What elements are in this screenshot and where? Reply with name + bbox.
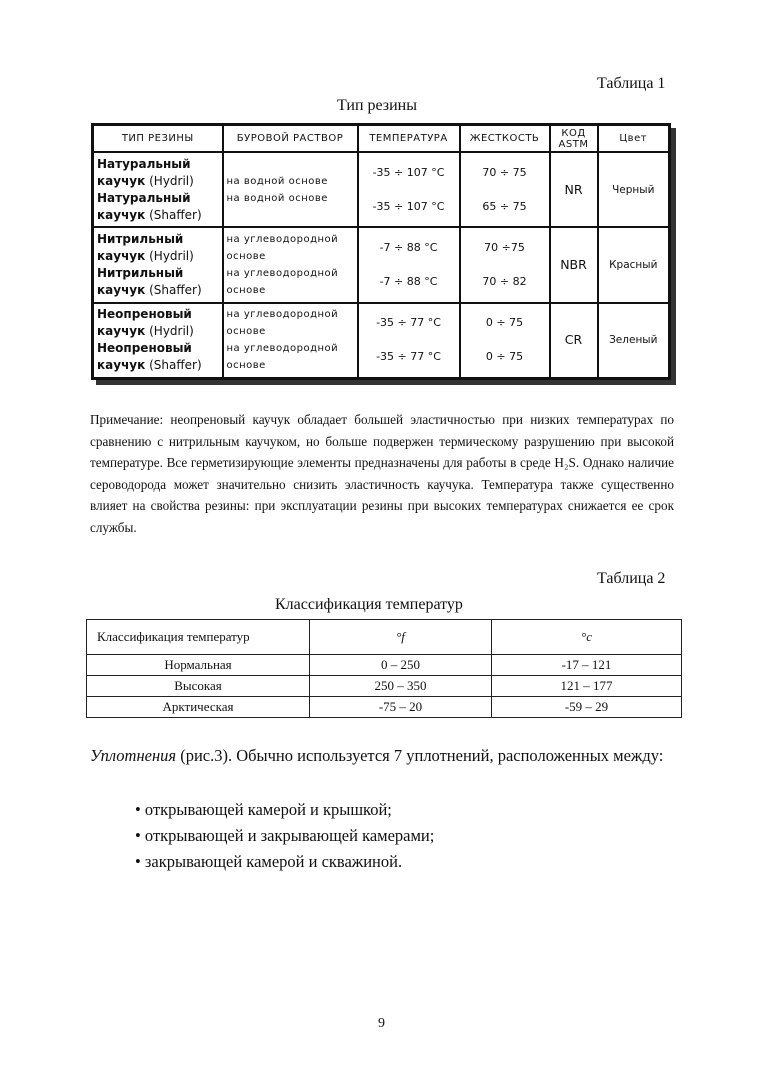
table2-label: Таблица 2: [597, 570, 666, 587]
table2-cell: -75 – 20: [310, 697, 492, 718]
bullet-list: [135, 797, 434, 875]
note-paragraph: Примечание: неопреновый каучук обладает большей эластичностью при низких температурах по сравнению с нитрильным каучуком, но больше подвержен термическому разрушению при высокой температуре. Все герметизирующие элементы предназначены для работы в среде H₂S. Однако наличие сероводорода может значительно снизить эластичность каучука. Температура также существенно влияет на свойства резины: при эксплуатации резины при высоких температурах снижается ее срок службы.: [90, 412, 674, 535]
table2-cell: 250 – 350: [310, 676, 492, 697]
hardness-range: 70 ÷ 75: [482, 165, 527, 179]
table2-cell: Арктическая: [87, 697, 310, 718]
hardness-range: 70 ÷75: [484, 241, 525, 255]
table2-cell: Нормальная: [87, 655, 310, 676]
table2-row: [87, 655, 682, 676]
table1-title: Тип резины: [337, 97, 417, 114]
table1-header-cell: ТИП РЕЗИНЫ: [93, 125, 223, 153]
table1-header-row: [93, 125, 670, 153]
seals-text: (рис.3). Обычно используется 7 уплотнений, расположенных между:: [176, 746, 664, 765]
hardness-range: 65 ÷ 75: [482, 199, 527, 213]
seals-paragraph: [90, 743, 674, 769]
table2-row: [87, 697, 682, 718]
bullet-item: • закрывающей камерой и скважиной.: [135, 852, 403, 871]
rubber-type-table: [91, 123, 671, 380]
table1-header-cell: ЖЕСТКОСТЬ: [460, 125, 550, 153]
bullet-text: открывающей камерой и крышкой;: [144, 800, 392, 819]
temperature-range: -35 ÷ 77 °C: [376, 316, 441, 330]
table2-cell: -17 – 121: [492, 655, 682, 676]
table1-row: [93, 227, 670, 302]
temperature-range: -35 ÷ 107 °C: [372, 199, 445, 213]
table2-cell: 0 – 250: [310, 655, 492, 676]
bullet-item: • открывающей камерой и крышкой;: [135, 800, 392, 819]
temperature-range: -7 ÷ 88 °C: [379, 275, 438, 289]
rubber-name: Неопреновый каучук (Shaffer): [97, 341, 202, 373]
table2-header-cell: °f: [310, 620, 492, 655]
rubber-color: Зеленый: [598, 303, 670, 379]
table1-label: Таблица 1: [597, 75, 666, 92]
table2-header-cell: °c: [492, 620, 682, 655]
table2-title: Классификация температур: [275, 596, 463, 613]
mud-type: на углеводородной основе: [226, 343, 339, 372]
bullet-text: закрывающей камерой и скважиной.: [144, 852, 403, 871]
hardness-range: 0 ÷ 75: [485, 316, 524, 330]
hardness-range: 0 ÷ 75: [485, 350, 524, 364]
temperature-classification-table: [86, 619, 682, 718]
rubber-name: Неопреновый каучук (Hydril): [97, 307, 194, 339]
hardness-range: 70 ÷ 82: [482, 275, 527, 289]
table1-header-cell: ТЕМПЕРАТУРА: [358, 125, 460, 153]
mud-type: на углеводородной основе: [226, 234, 339, 263]
temperature-range: -7 ÷ 88 °C: [379, 241, 438, 255]
rubber-name: Нитрильный каучук (Hydril): [97, 232, 194, 264]
table1-header-cell: КОД ASTM: [550, 125, 598, 153]
table2-cell: Высокая: [87, 676, 310, 697]
table2-cell: -59 – 29: [492, 697, 682, 718]
table2-header-cell: Классификация температур: [87, 620, 310, 655]
rubber-name: Натуральный каучук (Shaffer): [97, 190, 202, 222]
temperature-range: -35 ÷ 77 °C: [376, 350, 441, 364]
seals-term: Уплотнения: [90, 746, 177, 765]
rubber-color: Красный: [598, 227, 670, 302]
rubber-name: Нитрильный каучук (Shaffer): [97, 266, 202, 298]
rubber-name: Натуральный каучук (Hydril): [97, 156, 194, 188]
table2-row: [87, 676, 682, 697]
table1-row: [93, 303, 670, 379]
astm-code: NR: [550, 152, 598, 227]
page-number: 9: [378, 1016, 385, 1031]
astm-code: NBR: [550, 227, 598, 302]
table1-row: [93, 152, 670, 227]
rubber-color: Черный: [598, 152, 670, 227]
mud-type: на углеводородной основе: [226, 268, 339, 297]
astm-code: CR: [550, 303, 598, 379]
table2-header-row: [87, 620, 682, 655]
bullet-text: открывающей и закрывающей камерами;: [144, 826, 435, 845]
mud-type: на водной основе: [226, 192, 328, 204]
table1-header-cell: БУРОВОЙ РАСТВОР: [223, 125, 358, 153]
bullet-item: • открывающей и закрывающей камерами;: [135, 826, 435, 845]
mud-type: на углеводородной основе: [226, 309, 339, 338]
mud-type: на водной основе: [226, 175, 328, 187]
temperature-range: -35 ÷ 107 °C: [372, 165, 445, 179]
table1-header-cell: Цвет: [598, 125, 670, 153]
table2-cell: 121 – 177: [492, 676, 682, 697]
